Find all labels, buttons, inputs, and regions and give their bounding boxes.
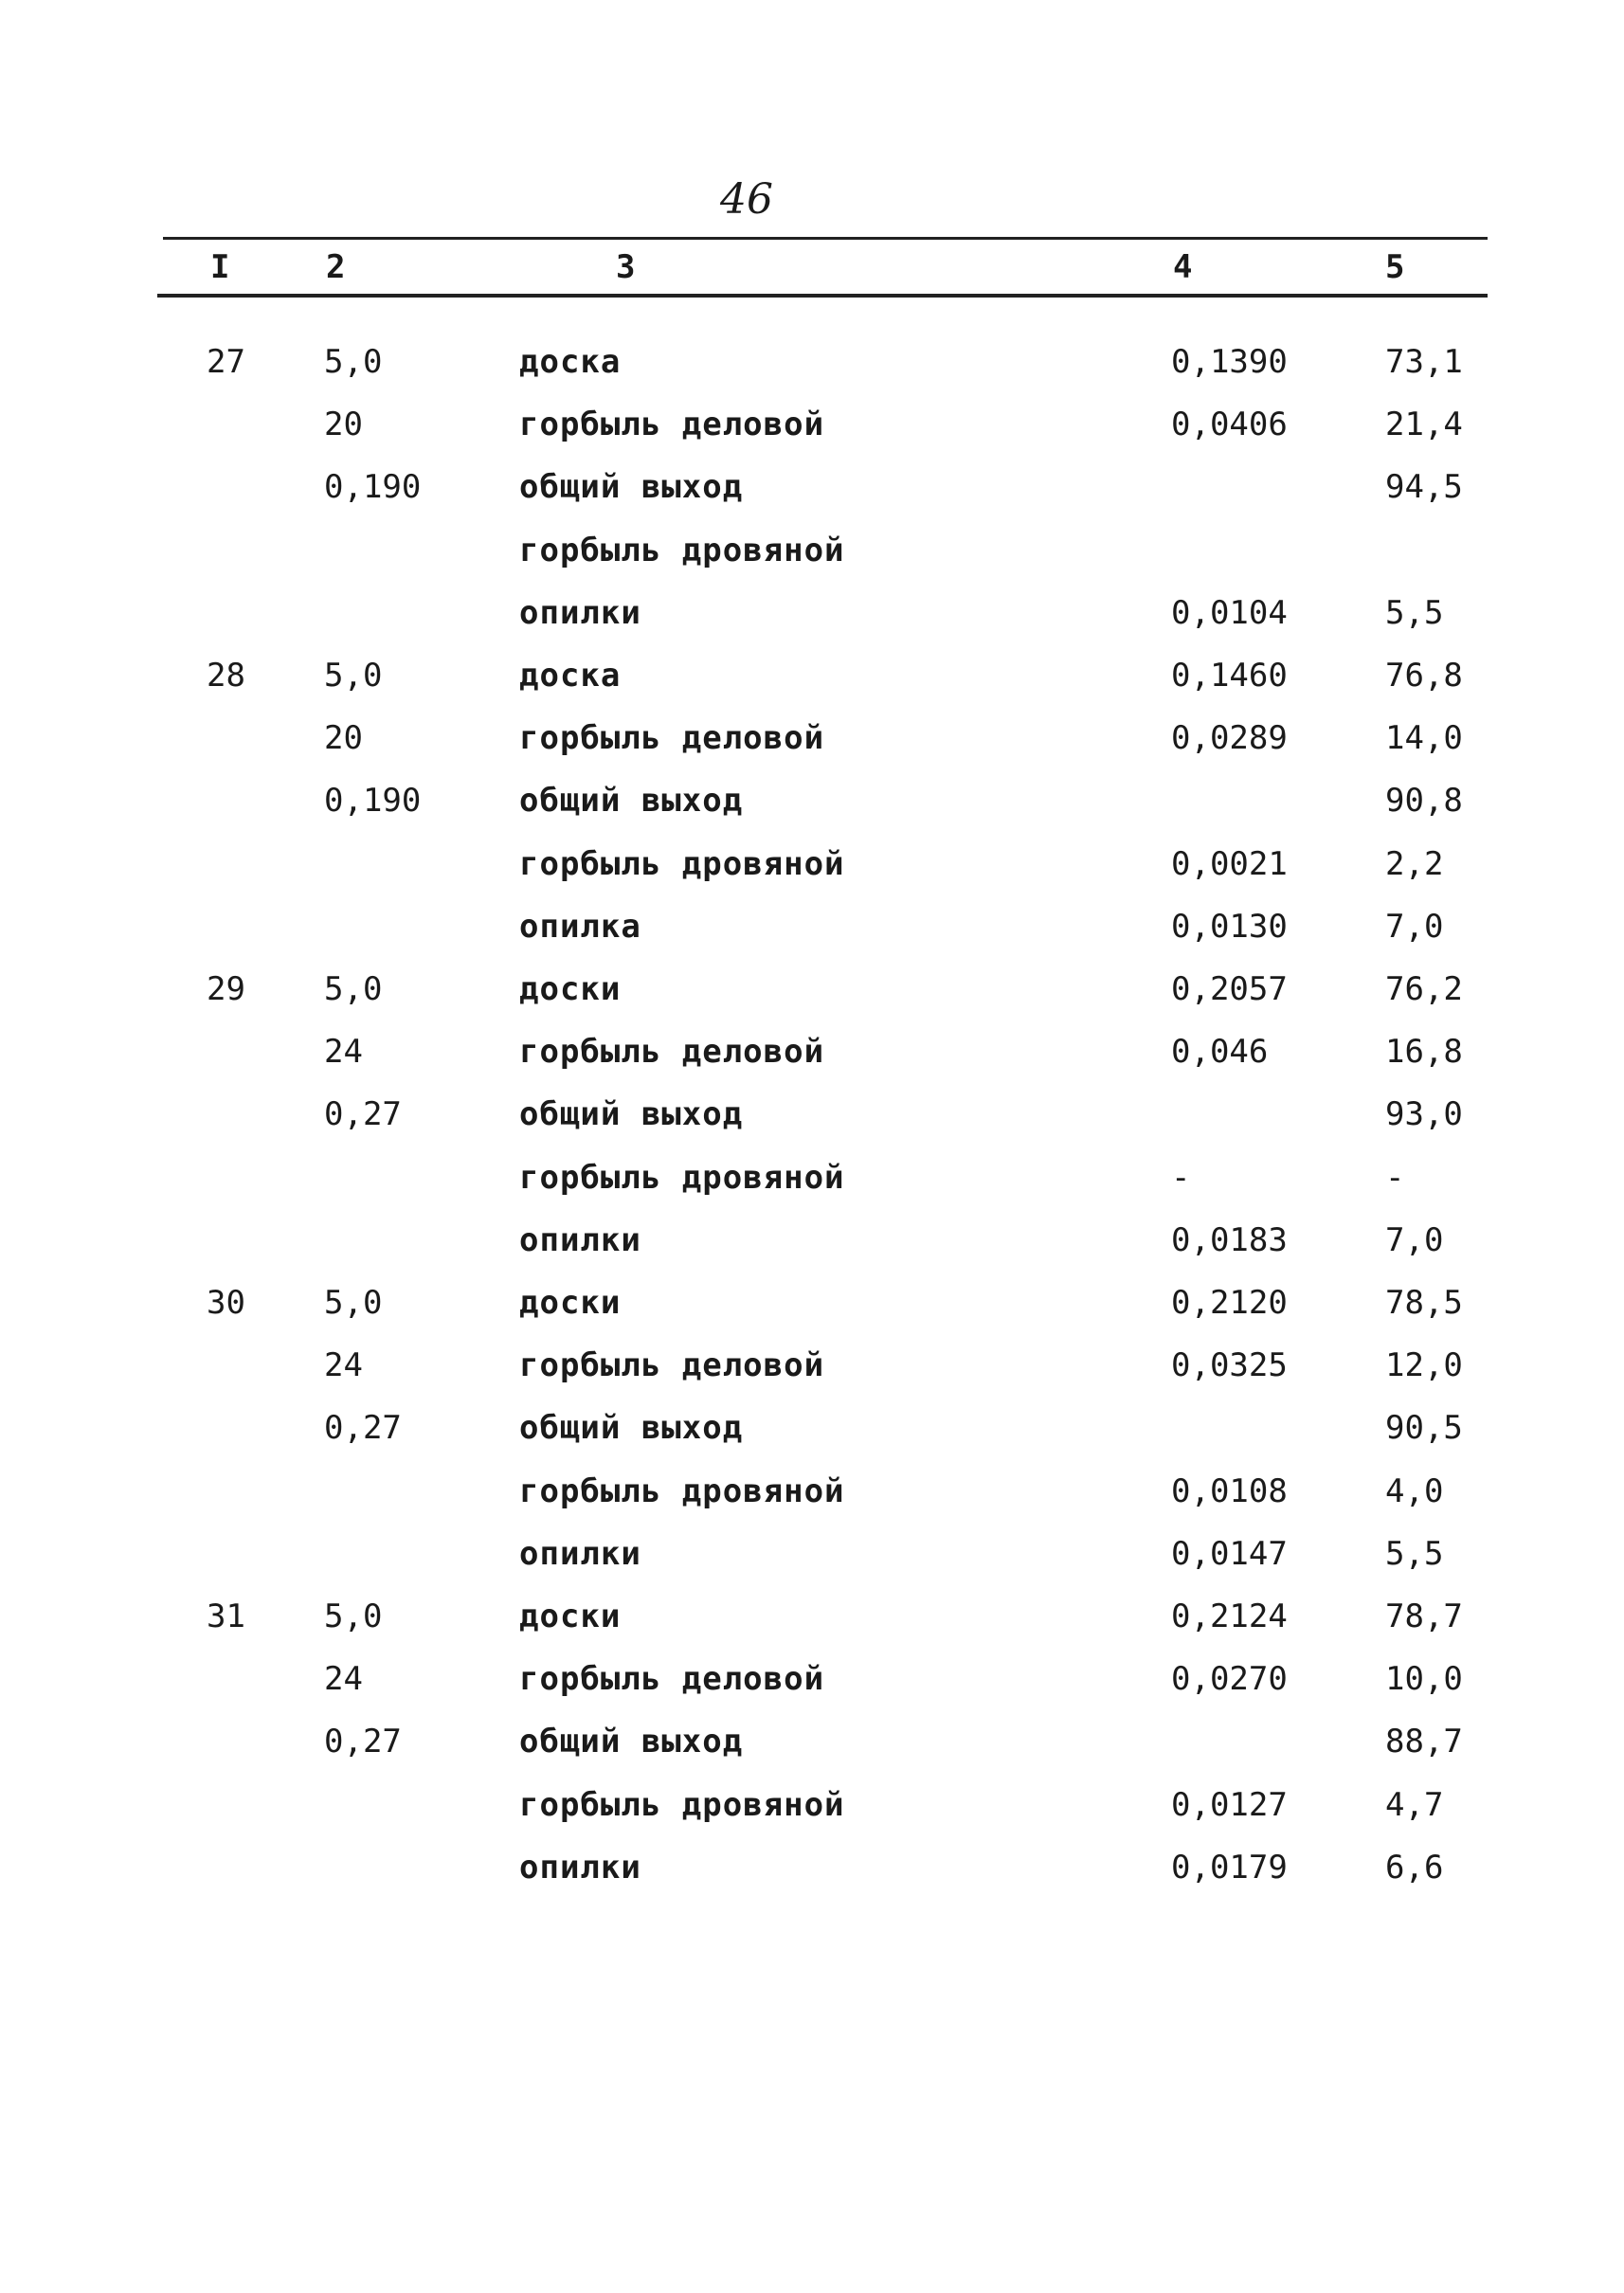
table-row: [0, 970, 1624, 1033]
table-row: [0, 1033, 1624, 1095]
cell-col-5: 2,2: [1385, 844, 1444, 883]
column-header-5: 5: [1385, 248, 1405, 286]
cell-col-3: горбыль деловой: [519, 406, 825, 444]
cell-col-5: 93,0: [1385, 1095, 1463, 1134]
cell-col-4: 0,0179: [1171, 1848, 1288, 1887]
cell-col-4: 0,0325: [1171, 1346, 1288, 1385]
column-header-3: 3: [616, 248, 636, 286]
cell-col-3: горбыль дровяной: [519, 1785, 845, 1824]
table-row: [0, 657, 1624, 719]
cell-col-5: 76,8: [1385, 657, 1463, 695]
cell-col-1: 28: [207, 657, 245, 695]
cell-col-3: опилки: [519, 1848, 641, 1887]
table-row: [0, 1660, 1624, 1723]
page-number: 46: [720, 175, 773, 224]
cell-col-2: 24: [324, 1660, 363, 1699]
cell-col-2: 24: [324, 1346, 363, 1385]
cell-col-3: доски: [519, 970, 622, 1008]
table-row: [0, 532, 1624, 594]
cell-col-2: 0,27: [324, 1095, 402, 1134]
cell-col-4: 0,0130: [1171, 907, 1288, 946]
cell-col-3: общий выход: [519, 1095, 744, 1134]
cell-col-5: 4,0: [1385, 1471, 1444, 1510]
cell-col-2: 24: [324, 1033, 363, 1072]
cell-col-4: 0,0021: [1171, 844, 1288, 883]
cell-col-2: 5,0: [324, 657, 383, 695]
cell-col-4: 0,0104: [1171, 593, 1288, 632]
table-row: [0, 908, 1624, 970]
cell-col-3: общий выход: [519, 1723, 744, 1761]
cell-col-4: 0,2124: [1171, 1598, 1288, 1635]
cell-col-4: 0,0127: [1171, 1785, 1288, 1824]
table-row: [0, 1535, 1624, 1598]
cell-col-3: общий выход: [519, 1409, 744, 1448]
cell-col-4: 0,0289: [1171, 719, 1288, 758]
table-row: [0, 719, 1624, 782]
header-bottom-rule: [157, 294, 1488, 298]
column-header-2: 2: [326, 248, 346, 286]
cell-col-5: 7,0: [1385, 1220, 1444, 1259]
cell-col-5: 7,0: [1385, 907, 1444, 946]
cell-col-2: 0,190: [324, 782, 422, 821]
cell-col-5: 5,5: [1385, 593, 1444, 632]
cell-col-2: 5,0: [324, 970, 383, 1008]
cell-col-5: 10,0: [1385, 1660, 1463, 1699]
cell-col-3: горбыль деловой: [519, 719, 825, 758]
cell-col-2: 5,0: [324, 1284, 383, 1322]
cell-col-3: горбыль дровяной: [519, 1158, 845, 1197]
table-row: [0, 468, 1624, 531]
cell-col-5: 12,0: [1385, 1346, 1463, 1385]
cell-col-2: 20: [324, 719, 363, 758]
cell-col-4: 0,046: [1171, 1033, 1269, 1072]
cell-col-4: 0,2057: [1171, 970, 1288, 1008]
table-row: [0, 1598, 1624, 1660]
table-row: [0, 1472, 1624, 1535]
cell-col-5: 78,7: [1385, 1598, 1463, 1635]
cell-col-3: горбыль деловой: [519, 1033, 825, 1072]
cell-col-1: 31: [207, 1598, 245, 1635]
table-row: [0, 845, 1624, 908]
cell-col-5: 16,8: [1385, 1033, 1463, 1072]
cell-col-2: 0,27: [324, 1723, 402, 1761]
table-row: [0, 1849, 1624, 1911]
cell-col-3: опилки: [519, 593, 641, 632]
cell-col-5: 78,5: [1385, 1284, 1463, 1322]
table-row: [0, 1346, 1624, 1409]
cell-col-5: 4,7: [1385, 1785, 1444, 1824]
cell-col-1: 29: [207, 970, 245, 1008]
cell-col-5: 90,8: [1385, 782, 1463, 821]
cell-col-3: горбыль деловой: [519, 1346, 825, 1385]
cell-col-3: доска: [519, 343, 622, 381]
cell-col-3: доска: [519, 657, 622, 695]
cell-col-4: 0,2120: [1171, 1284, 1288, 1322]
cell-col-5: 94,5: [1385, 468, 1463, 507]
column-header-4: 4: [1173, 248, 1193, 286]
table-row: [0, 782, 1624, 844]
cell-col-3: горбыль дровяной: [519, 844, 845, 883]
cell-col-4: 0,0270: [1171, 1660, 1288, 1699]
cell-col-2: 5,0: [324, 1598, 383, 1635]
cell-col-2: 5,0: [324, 343, 383, 381]
cell-col-5: 90,5: [1385, 1409, 1463, 1448]
cell-col-3: опилки: [519, 1220, 641, 1259]
cell-col-5: 88,7: [1385, 1723, 1463, 1761]
cell-col-3: горбыль дровяной: [519, 1471, 845, 1510]
table-row: [0, 1221, 1624, 1284]
cell-col-5: 21,4: [1385, 406, 1463, 444]
cell-col-5: 73,1: [1385, 343, 1463, 381]
table-row: [0, 594, 1624, 657]
table-row: [0, 406, 1624, 468]
table-row: [0, 1095, 1624, 1158]
table-row: [0, 1284, 1624, 1346]
cell-col-4: 0,0183: [1171, 1220, 1288, 1259]
cell-col-3: доски: [519, 1284, 622, 1322]
cell-col-3: опилки: [519, 1534, 641, 1573]
table-row: [0, 1409, 1624, 1471]
cell-col-3: доски: [519, 1598, 622, 1635]
cell-col-3: горбыль дровяной: [519, 531, 845, 569]
table-row: [0, 1786, 1624, 1849]
cell-col-1: 30: [207, 1284, 245, 1322]
cell-col-2: 0,190: [324, 468, 422, 507]
table-row: [0, 343, 1624, 406]
cell-col-5: 6,6: [1385, 1848, 1444, 1887]
header-top-rule: [163, 237, 1488, 240]
cell-col-2: 0,27: [324, 1409, 402, 1448]
cell-col-3: общий выход: [519, 468, 744, 507]
cell-col-3: общий выход: [519, 782, 744, 821]
cell-col-4: 0,1460: [1171, 657, 1288, 695]
cell-col-4: 0,0108: [1171, 1471, 1288, 1510]
cell-col-3: опилка: [519, 907, 641, 946]
cell-col-5: 14,0: [1385, 719, 1463, 758]
cell-col-5: -: [1385, 1158, 1405, 1197]
cell-col-3: горбыль деловой: [519, 1660, 825, 1699]
cell-col-4: 0,0147: [1171, 1534, 1288, 1573]
table-row: [0, 1723, 1624, 1785]
cell-col-5: 5,5: [1385, 1534, 1444, 1573]
cell-col-2: 20: [324, 406, 363, 444]
cell-col-4: -: [1171, 1158, 1191, 1197]
cell-col-4: 0,0406: [1171, 406, 1288, 444]
cell-col-1: 27: [207, 343, 245, 381]
cell-col-4: 0,1390: [1171, 343, 1288, 381]
cell-col-5: 76,2: [1385, 970, 1463, 1008]
column-header-1: I: [210, 248, 230, 286]
table-row: [0, 1159, 1624, 1221]
